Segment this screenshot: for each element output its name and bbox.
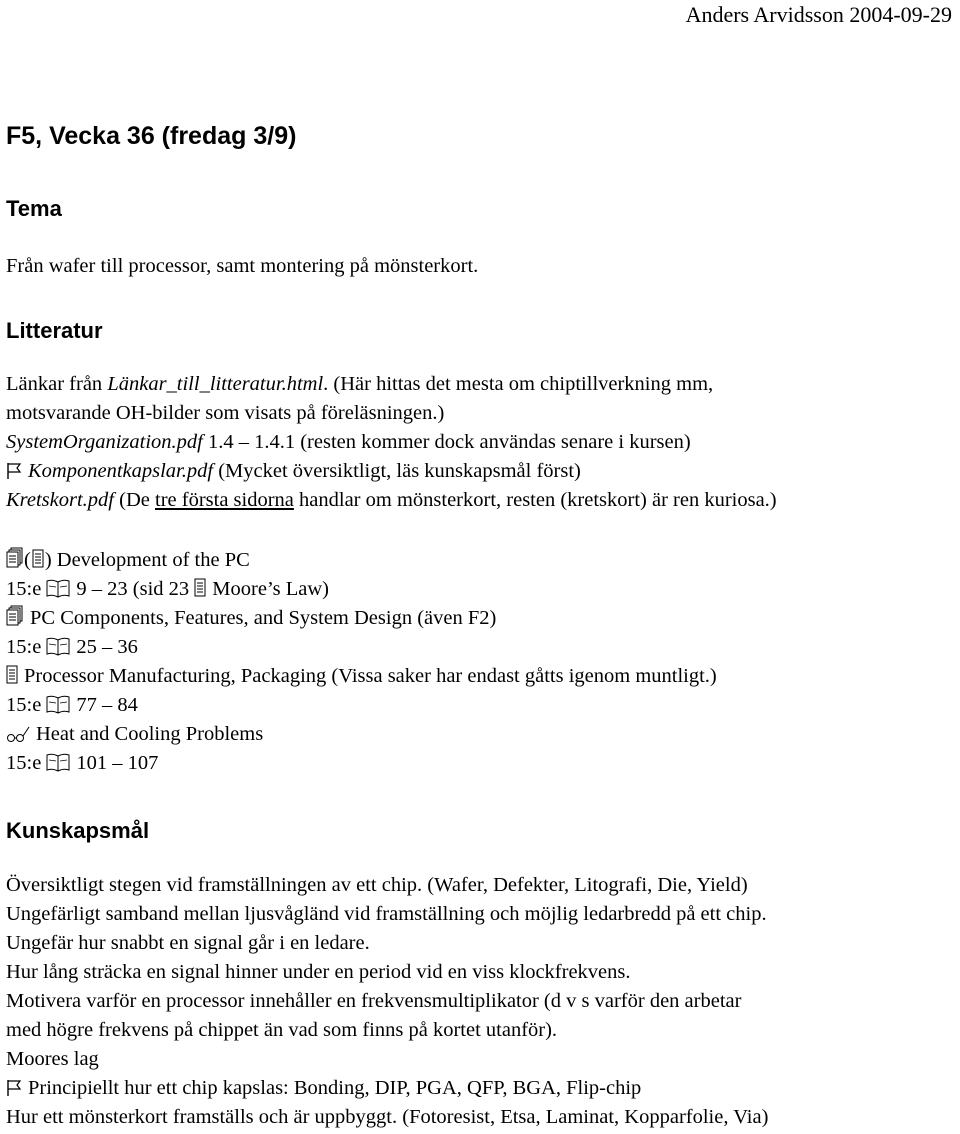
kunskapsmal-line: Hur ett mönsterkort framställs och är uppbyggt. (Fotoresist, Etsa, Laminat, Kopparfolie, Via) [6, 1106, 769, 1128]
litteratur-text: handlar om mönsterkort, resten (kretskort) är ren kuriosa.) [293, 489, 777, 511]
reading-line-6: 15:e 77 – 84 [6, 694, 138, 716]
kunskapsmal-line-flag [6, 1074, 641, 1102]
reading-line-5: Processor Manufacturing, Packaging (Vissa saker har endast gåtts igenom muntligt.) [6, 662, 717, 690]
kunskapsmal-heading: Kunskapsmål [6, 818, 150, 843]
kunskapsmal-text: Principiellt hur ett chip kapslas: Bonding, DIP, PGA, QFP, BGA, Flip-chip [28, 1077, 642, 1099]
book-icon [46, 578, 70, 598]
reading-line-7: Heat and Cooling Problems [6, 720, 263, 748]
link-lankar-till-litteratur[interactable]: Länkar_till_litteratur.html [107, 373, 324, 395]
glasses-icon [6, 725, 30, 743]
page-title: F5, Vecka 36 (fredag 3/9) [6, 122, 297, 150]
litteratur-text: Länkar från [6, 373, 108, 395]
kunskapsmal-line: Ungefärligt samband mellan ljusvågländ vid framställning och möjlig ledarbredd på ett chip. [6, 903, 767, 925]
litteratur-line-1 [6, 370, 713, 398]
author-date: Anders Arvidsson 2004-09-29 [685, 2, 952, 27]
kunskapsmal-line: Motivera varför en processor innehåller en frekvensmultiplikator (d v s varför den arbetar [6, 990, 742, 1012]
litteratur-line-4 [6, 457, 581, 485]
flag-icon [6, 1079, 22, 1097]
doc-icon [32, 549, 44, 569]
kunskapsmal-line: med högre frekvens på chippet än vad som finns på kortet utanför). [6, 1019, 558, 1041]
kunskapsmal-line: Hur lång sträcka en signal hinner under en period vid en viss klockfrekvens. [6, 961, 631, 983]
litteratur-heading: Litteratur [6, 318, 103, 343]
tema-heading: Tema [6, 196, 62, 221]
reading-line-4: 15:e 25 – 36 [6, 636, 138, 658]
reading-line-8: 15:e 101 – 107 [6, 752, 159, 774]
litteratur-line-5 [6, 486, 777, 514]
link-kretskort[interactable]: Kretskort.pdf [6, 489, 115, 511]
tema-text: Från wafer till processor, samt montering på mönsterkort. [6, 255, 479, 277]
reading-line-1: ( ) Development of the PC [6, 546, 250, 574]
book-icon [46, 694, 70, 714]
litteratur-text: (De [114, 489, 155, 511]
litteratur-text: . (Här hittas det mesta om chiptillverkning mm, [323, 373, 714, 395]
kunskapsmal-line: Ungefär hur snabbt en signal går i en ledare. [6, 932, 370, 954]
kunskapsmal-line: Moores lag [6, 1048, 99, 1070]
link-komponentkapslar[interactable]: Komponentkapslar.pdf [28, 460, 214, 482]
flag-icon [6, 462, 22, 480]
litteratur-line-3 [6, 428, 691, 456]
doc-icon [6, 665, 18, 685]
litteratur-text: 1.4 – 1.4.1 (resten kommer dock användas senare i kursen) [202, 431, 691, 453]
kunskapsmal-line: Översiktligt stegen vid framställningen av ett chip. (Wafer, Defekter, Litografi, Die, Yield) [6, 874, 748, 896]
litteratur-text: (Mycket översiktligt, läs kunskapsmål först) [213, 460, 581, 482]
underlined-text: tre första sidorna [155, 489, 294, 511]
litteratur-line-2: motsvarande OH-bilder som visats på föreläsningen.) [6, 402, 445, 424]
book-icon [46, 752, 70, 772]
reading-line-2: 15:e 9 – 23 (sid 23 Moore’s Law) [6, 578, 330, 600]
stack-icon [6, 547, 24, 569]
doc-icon [194, 578, 206, 598]
book-icon [46, 636, 70, 656]
link-systemorganization[interactable]: SystemOrganization.pdf [6, 431, 203, 453]
stack-icon [6, 605, 24, 627]
reading-line-3: PC Components, Features, and System Design (även F2) [6, 604, 496, 632]
